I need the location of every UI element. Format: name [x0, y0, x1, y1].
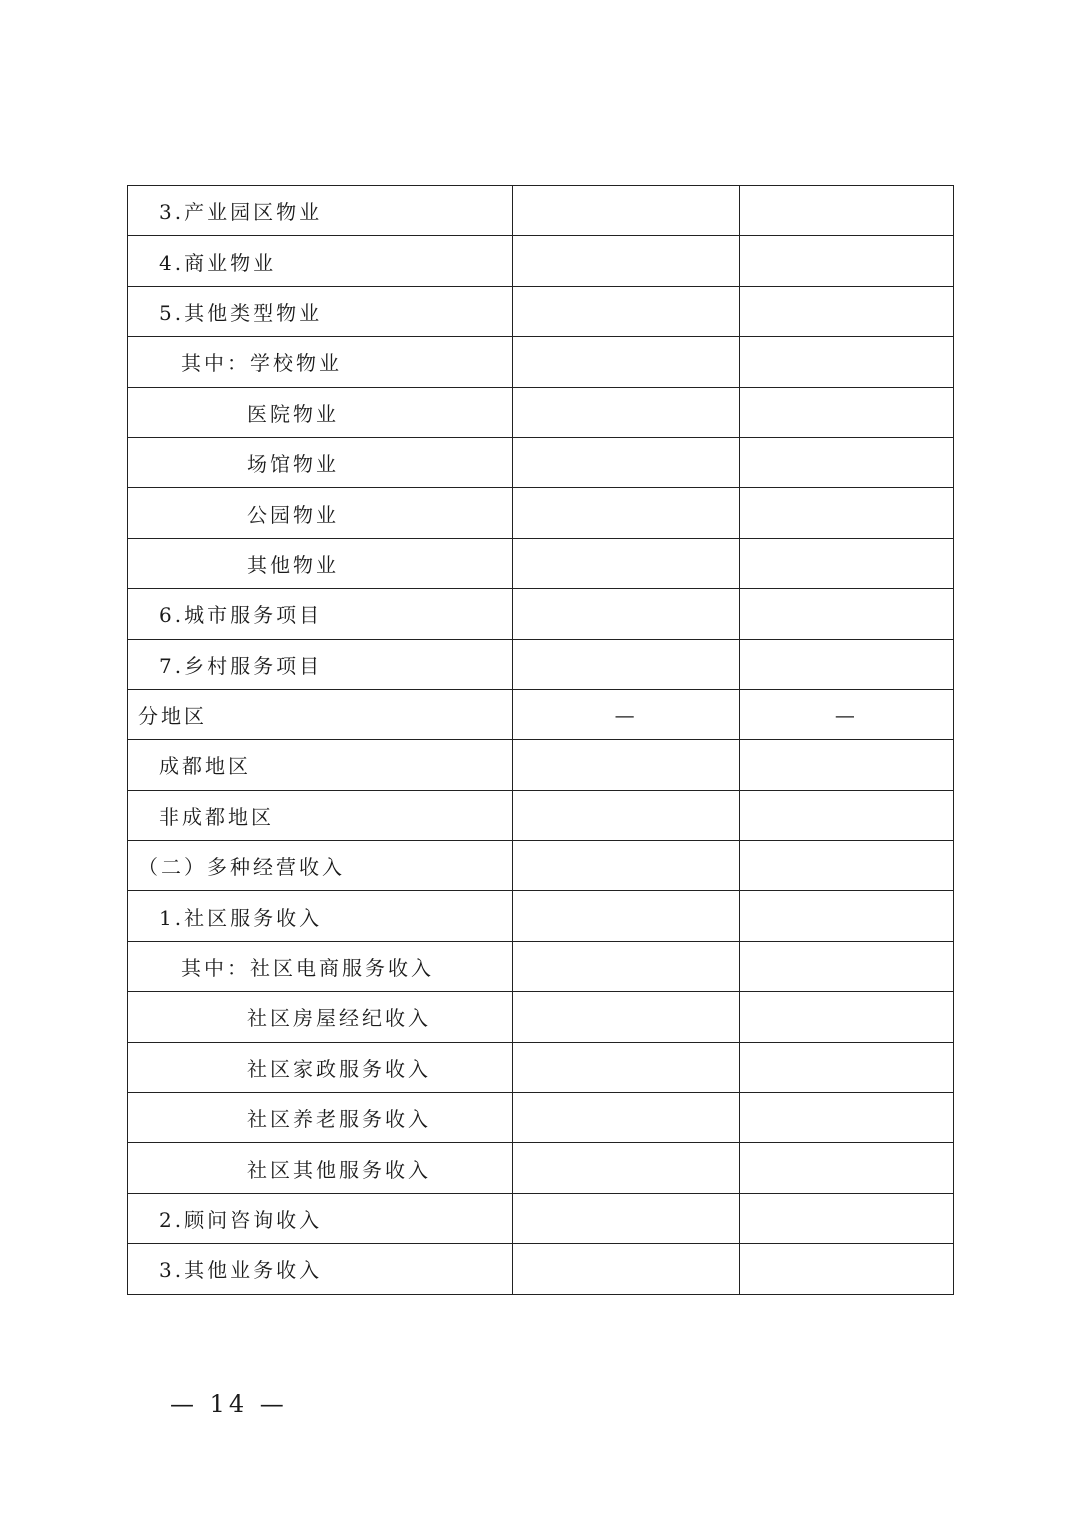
table-row — [128, 1093, 954, 1143]
value-cell-col1 — [513, 891, 739, 941]
table-row — [128, 1042, 954, 1092]
row-label: 6.城市服务项目 — [128, 589, 513, 639]
table-row — [128, 740, 954, 790]
row-label: 其中：社区电商服务收入 — [128, 941, 513, 991]
page-number: — 14 — — [170, 1390, 288, 1418]
row-label: 5.其他类型物业 — [128, 286, 513, 336]
value-cell-col1 — [513, 488, 739, 538]
table-row — [128, 841, 954, 891]
row-label: 社区其他服务收入 — [128, 1143, 513, 1193]
value-cell-col1 — [513, 740, 739, 790]
income-table — [127, 185, 954, 1295]
value-cell-col1 — [513, 186, 739, 236]
row-label: 3.产业园区物业 — [128, 186, 513, 236]
row-label: 1.社区服务收入 — [128, 891, 513, 941]
table-row — [128, 538, 954, 588]
value-cell-col2 — [739, 538, 953, 588]
value-cell-col1 — [513, 236, 739, 286]
row-label: 非成都地区 — [128, 790, 513, 840]
row-label: 4.商业物业 — [128, 236, 513, 286]
table-row — [128, 941, 954, 991]
table-row — [128, 639, 954, 689]
table-row — [128, 1244, 954, 1294]
value-cell-col2 — [739, 740, 953, 790]
row-label: 成都地区 — [128, 740, 513, 790]
row-label: 医院物业 — [128, 387, 513, 437]
value-cell-col1 — [513, 1143, 739, 1193]
table-row — [128, 1193, 954, 1243]
value-cell-col2 — [739, 1193, 953, 1243]
value-cell-col2 — [739, 941, 953, 991]
row-label: 7.乡村服务项目 — [128, 639, 513, 689]
value-cell-col1 — [513, 337, 739, 387]
value-cell-col2 — [739, 387, 953, 437]
value-cell-col2: — — [739, 689, 953, 739]
value-cell-col2 — [739, 236, 953, 286]
value-cell-col1 — [513, 1093, 739, 1143]
row-label: 社区房屋经纪收入 — [128, 992, 513, 1042]
table-row — [128, 992, 954, 1042]
value-cell-col1 — [513, 589, 739, 639]
value-cell-col2 — [739, 488, 953, 538]
income-table-body — [128, 186, 954, 1295]
value-cell-col2 — [739, 437, 953, 487]
value-cell-col2 — [739, 186, 953, 236]
row-label: 社区养老服务收入 — [128, 1093, 513, 1143]
value-cell-col2 — [739, 891, 953, 941]
row-label: 2.顾问咨询收入 — [128, 1193, 513, 1243]
value-cell-col2 — [739, 286, 953, 336]
value-cell-col1 — [513, 841, 739, 891]
value-cell-col2 — [739, 1093, 953, 1143]
value-cell-col2 — [739, 841, 953, 891]
value-cell-col2 — [739, 639, 953, 689]
value-cell-col1 — [513, 992, 739, 1042]
row-label: 3.其他业务收入 — [128, 1244, 513, 1294]
table-row — [128, 437, 954, 487]
table-row — [128, 1143, 954, 1193]
value-cell-col1 — [513, 1244, 739, 1294]
value-cell-col1 — [513, 286, 739, 336]
row-label: 社区家政服务收入 — [128, 1042, 513, 1092]
row-label: 公园物业 — [128, 488, 513, 538]
value-cell-col2 — [739, 589, 953, 639]
table-row — [128, 387, 954, 437]
table-row — [128, 488, 954, 538]
value-cell-col1 — [513, 538, 739, 588]
value-cell-col1 — [513, 437, 739, 487]
table-row — [128, 689, 954, 739]
table-row — [128, 186, 954, 236]
value-cell-col2 — [739, 1244, 953, 1294]
value-cell-col2 — [739, 337, 953, 387]
row-label: 场馆物业 — [128, 437, 513, 487]
value-cell-col1 — [513, 387, 739, 437]
row-label: （二）多种经营收入 — [128, 841, 513, 891]
value-cell-col2 — [739, 1143, 953, 1193]
value-cell-col1 — [513, 1042, 739, 1092]
value-cell-col1 — [513, 639, 739, 689]
row-label: 其中：学校物业 — [128, 337, 513, 387]
table-row — [128, 790, 954, 840]
table-row — [128, 236, 954, 286]
row-label: 其他物业 — [128, 538, 513, 588]
table-row — [128, 891, 954, 941]
value-cell-col1 — [513, 790, 739, 840]
value-cell-col1 — [513, 1193, 739, 1243]
table-row — [128, 286, 954, 336]
value-cell-col1: — — [513, 689, 739, 739]
value-cell-col1 — [513, 941, 739, 991]
row-label: 分地区 — [128, 689, 513, 739]
value-cell-col2 — [739, 790, 953, 840]
table-row — [128, 337, 954, 387]
value-cell-col2 — [739, 992, 953, 1042]
table-row — [128, 589, 954, 639]
value-cell-col2 — [739, 1042, 953, 1092]
